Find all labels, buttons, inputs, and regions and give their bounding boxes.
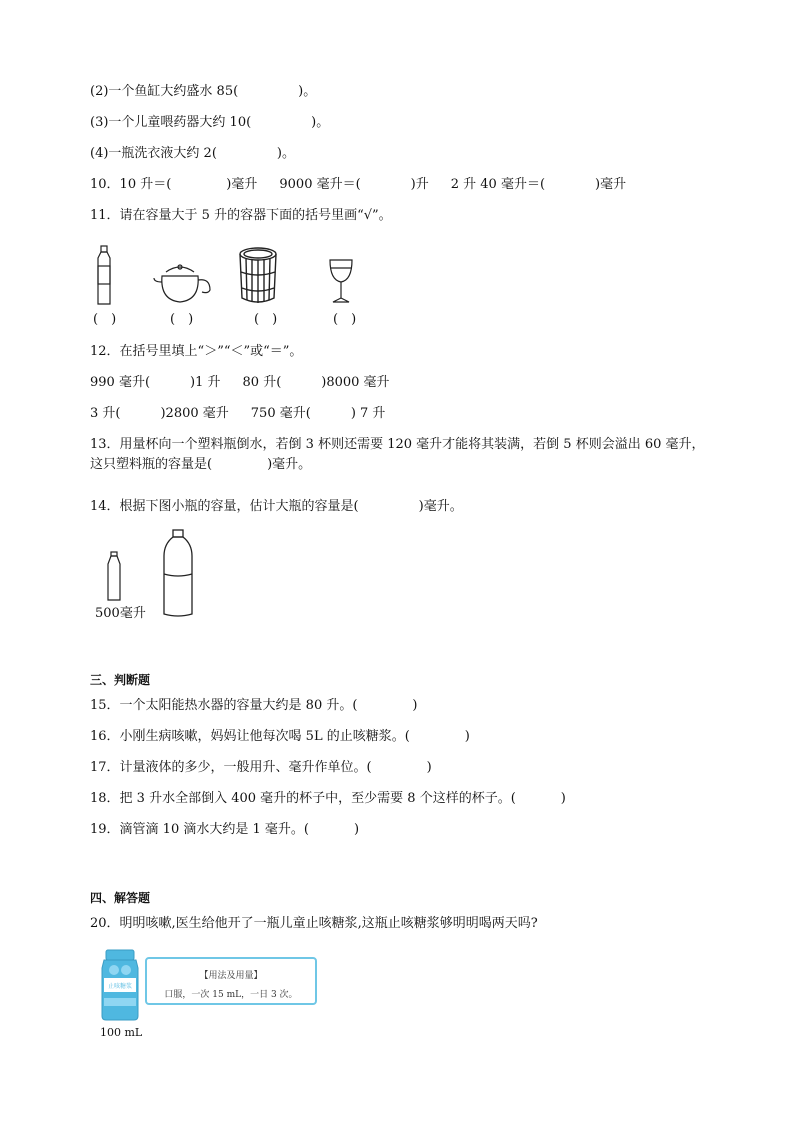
choice-paren-d[interactable]: ( )	[333, 312, 357, 327]
dosage-title: 【用法及用量】	[199, 971, 263, 981]
choice-paren-b[interactable]: ( )	[170, 312, 194, 327]
teapot-icon	[154, 265, 210, 302]
question-13: 13．用量杯向一个塑料瓶倒水，若倒 3 杯则还需要 120 毫升才能将其装满，若倒 5 杯则会溢出 60 毫升，这只塑料瓶的容量是( )毫升。	[90, 437, 705, 472]
choice-paren-c[interactable]: ( )	[254, 312, 278, 327]
q9-item-2: (2)一个鱼缸大约盛水 85( )。	[90, 84, 317, 99]
question-18: 18．把 3 升水全部倒入 400 毫升的杯子中，至少需要 8 个这样的杯子。( )	[90, 791, 566, 806]
question-12: 12．在括号里填上“＞”“＜”或“＝”。	[90, 344, 303, 359]
syrup-bottle-icon	[98, 948, 142, 1022]
syrup-bottle-caption: 100 mL	[100, 1026, 143, 1039]
q12-row-2: 3 升( )2800 毫升 750 毫升( ) 7 升	[90, 406, 386, 421]
small-bottle-icon	[108, 552, 120, 600]
question-16: 16．小刚生病咳嗽，妈妈让他每次喝 5L 的止咳糖浆。( )	[90, 729, 470, 744]
dosage-box	[145, 957, 317, 1005]
container-pictures	[92, 244, 222, 306]
section-title-judgement: 三、判断题	[90, 673, 151, 687]
bottle-icon	[98, 246, 110, 304]
barrel-icon	[240, 248, 276, 303]
question-19: 19．滴管滴 10 滴水大约是 1 毫升。( )	[90, 822, 360, 837]
bottle-label: 止咳糖浆	[107, 983, 133, 990]
large-bottle-icon	[164, 530, 192, 616]
question-10: 10．10 升＝( )毫升 9000 毫升＝( )升 2 升 40 毫升＝( )毫升	[90, 177, 627, 192]
question-14: 14．根据下图小瓶的容量，估计大瓶的容量是( )毫升。	[90, 499, 463, 514]
q9-item-3: (3)一个儿童喂药器大约 10( )。	[90, 115, 330, 130]
wine-glass-icon	[330, 260, 352, 302]
section-title-solve: 四、解答题	[90, 891, 151, 905]
q12-row-1: 990 毫升( )1 升 80 升( )8000 毫升	[90, 375, 390, 390]
question-20: 20．明明咳嗽,医生给他开了一瓶儿童止咳糖浆,这瓶止咳糖浆够明明喝两天吗?	[90, 916, 538, 931]
dosage-text: 口服，一次 15 mL，一日 3 次。	[164, 990, 298, 1000]
small-bottle-caption: 500毫升	[95, 606, 146, 621]
container-pictures-2	[238, 244, 368, 306]
q9-item-4: (4)一瓶洗衣液大约 2( )。	[90, 146, 295, 161]
question-17: 17．计量液体的多少，一般用升、毫升作单位。( )	[90, 760, 432, 775]
question-15: 15．一个太阳能热水器的容量大约是 80 升。( )	[90, 698, 418, 713]
choice-paren-a[interactable]: ( )	[93, 312, 117, 327]
question-11: 11．请在容量大于 5 升的容器下面的括号里画“√”。	[90, 208, 392, 223]
